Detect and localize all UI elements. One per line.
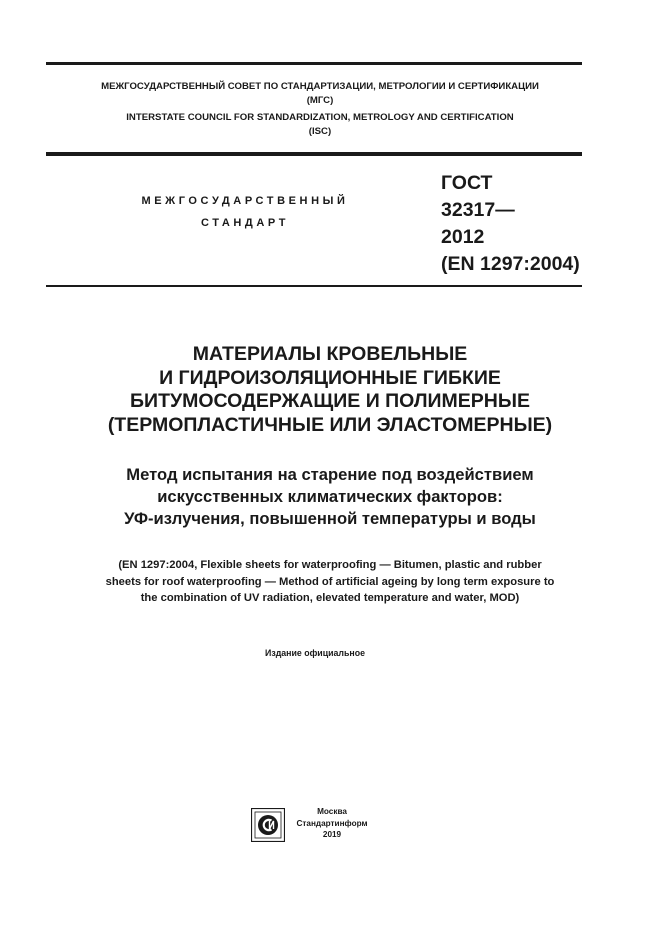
- publisher-name: Стандартинформ: [296, 818, 368, 828]
- standard-type-line2: СТАНДАРТ: [200, 217, 290, 229]
- document-title: [20, 343, 640, 437]
- title-line: МАТЕРИАЛЫ КРОВЕЛЬНЫЕ: [192, 343, 468, 365]
- publisher-info: [294, 806, 370, 841]
- gost-label: ГОСТ: [441, 172, 493, 194]
- subtitle-line: УФ-излучения, повышенной температуры и воды: [124, 509, 536, 528]
- title-line: (ТЕРМОПЛАСТИЧНЫЕ ИЛИ ЭЛАСТОМЕРНЫЕ): [107, 413, 553, 436]
- subtitle-line: искусственных климатических факторов:: [157, 487, 503, 506]
- english-title-line: the combination of UV radiation, elevated temperature and water, MOD): [140, 592, 520, 604]
- gost-designation: [441, 170, 580, 278]
- standard-type: [110, 190, 380, 234]
- document-subtitle: [20, 464, 640, 530]
- title-line: БИТУМОСОДЕРЖАЩИЕ И ПОЛИМЕРНЫЕ: [130, 390, 530, 412]
- publisher-city: Москва: [317, 807, 347, 816]
- title-line: И ГИДРОИЗОЛЯЦИОННЫЕ ГИБКИЕ: [159, 366, 501, 389]
- gost-en-reference: (EN 1297:2004): [441, 253, 580, 275]
- subtitle-line: Метод испытания на старение под воздействием: [126, 465, 534, 484]
- standard-type-line1: МЕЖГОСУДАРСТВЕННЫЙ: [141, 195, 349, 207]
- publication-year: 2019: [322, 830, 342, 839]
- standartinform-logo-icon: [251, 808, 285, 842]
- designation-rule: [46, 285, 582, 287]
- council-header: [40, 80, 600, 139]
- council-en-name: INTERSTATE COUNCIL FOR STANDARDIZATION, METROLOGY AND CERTIFICATION: [126, 112, 514, 123]
- english-title: [20, 557, 640, 607]
- edition-note: Издание официальное: [265, 648, 365, 658]
- english-title-line: (EN 1297:2004, Flexible sheets for waterproofing — Bitumen, plastic and rubber: [118, 559, 542, 571]
- council-ru-name: МЕЖГОСУДАРСТВЕННЫЙ СОВЕТ ПО СТАНДАРТИЗАЦИИ, МЕТРОЛОГИИ И СЕРТИФИКАЦИИ: [101, 81, 539, 92]
- council-ru-abbr: (МГС): [306, 95, 334, 106]
- gost-year: 2012: [441, 226, 485, 248]
- top-rule: [46, 62, 582, 65]
- english-title-line: sheets for roof waterproofing — Method of artificial ageing by long term exposure to: [105, 575, 555, 588]
- header-thick-rule: [46, 152, 582, 156]
- gost-number: 32317—: [441, 199, 515, 221]
- council-en-abbr: (ISC): [308, 126, 332, 137]
